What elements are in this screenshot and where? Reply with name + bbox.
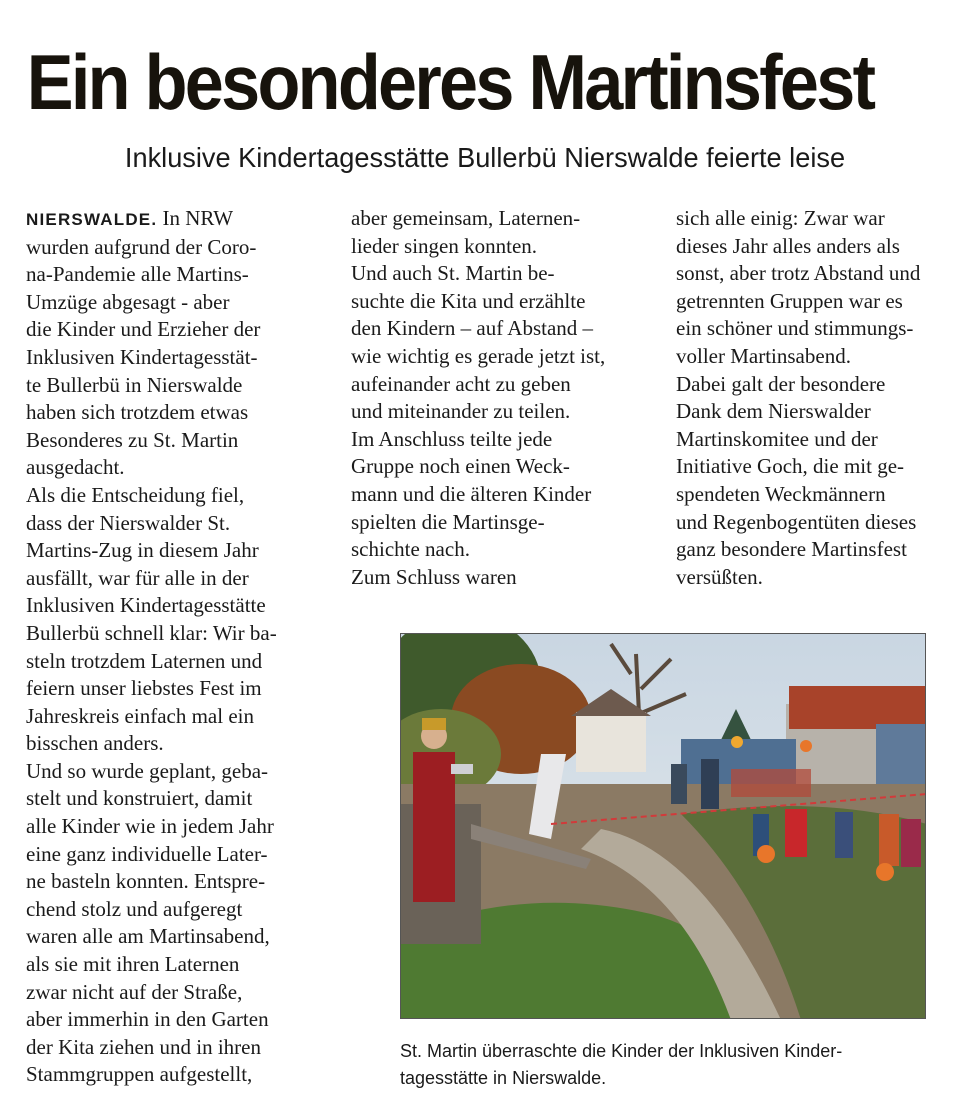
text-line-27: waren alle am Martinsabend, [26,924,270,949]
st-martin-arm [451,764,473,774]
lantern [876,863,894,881]
text-line-12: dass der Nierswalder St. [26,510,231,535]
text-line-6: Inklusiven Kindertagesstät- [26,344,258,369]
text-line-4: Umzüge abgesagt - aber [26,289,230,314]
garage [876,724,926,789]
text-line-17: steln trotzdem Laternen und [26,648,263,673]
house-white [576,712,646,772]
text-line-7: aufeinander acht zu geben [351,371,571,396]
caption-line-1: St. Martin überraschte die Kinder der Inklusiven Kinder- [400,1041,843,1061]
photo-st-martin-kita-garden [401,634,926,1019]
lantern [757,845,775,863]
text-line-10: ausgedacht. [26,455,125,480]
text-line-30: aber immerhin in den Garten [26,1007,269,1032]
adult-figure [671,764,687,804]
text-line-2: dieses Jahr alles anders als [676,233,900,258]
text-line-21: Und so wurde geplant, geba- [26,758,269,783]
lantern [800,740,812,752]
text-line-10: Initiative Goch, die mit ge- [676,454,905,479]
text-line-3: na-Pandemie alle Martins- [26,262,249,287]
text-line-9: Im Anschluss teilte jede [351,426,553,451]
adult-figure [701,759,719,809]
text-line-1 [26,205,277,234]
text-line-11: spendeten Weckmännern [676,481,886,506]
subheadline: Inklusive Kindertagesstätte Bullerbü Nierswalde feierte leise [124,142,846,173]
st-martin-cloak [413,752,455,902]
text-line-13: schichte nach. [351,537,470,562]
article-column-2 [351,205,605,591]
text-line-1: sich alle einig: Zwar war [676,206,885,230]
text-line-8: Dank dem Nierswalder [676,399,871,424]
text-line-28: als sie mit ihren Laternen [26,952,240,977]
text-line-4: suchte die Kita und erzählte [351,288,586,313]
text-line-29: zwar nicht auf der Straße, [26,979,243,1004]
article-photo [400,633,926,1019]
dateline: NIERSWALDE. [26,210,158,229]
text-line-1: aber gemeinsam, Laternen- [351,206,581,230]
text-line-14: ausfällt, war für alle in der [26,565,249,590]
text-line-4: getrennten Gruppen war es [676,288,903,313]
text-line-25: ne basteln konnten. Entspre- [26,869,266,894]
text-line-9: Besonderes zu St. Martin [26,427,239,452]
text-line-18: feiern unser liebstes Fest im [26,676,262,701]
text-line-13: Martins-Zug in diesem Jahr [26,538,259,563]
house-right-roof [789,686,926,729]
text-line-31: der Kita ziehen und in ihren [26,1034,261,1059]
child-figure [879,814,899,866]
caption-line-2: tagesstätte in Nierswalde. [400,1068,607,1088]
text-line-2: lieder singen konnten. [351,233,538,258]
text-line-12: und Regenbogentüten dieses [676,509,917,534]
child-red-jacket [785,809,807,857]
text-line-32: Stammgruppen aufgestellt, [26,1062,253,1087]
text-line-8: haben sich trotzdem etwas [26,400,249,425]
text-line-14: versüßten. [676,564,763,589]
children-crowd [731,769,811,797]
text-line-6: wie wichtig es gerade jetzt ist, [351,343,606,368]
text-line-12: spielten die Martinsge- [351,509,545,534]
article-column-1 [26,205,277,1089]
photo-caption [400,1038,970,1092]
lantern [731,736,743,748]
text-line-5: den Kindern – auf Abstand – [351,316,594,341]
text-line-8: und miteinander zu teilen. [351,399,571,424]
child-figure [901,819,921,867]
article-column-3 [676,205,920,591]
text-line-7: Dabei galt der besondere [676,371,886,396]
text-line-20: bisschen anders. [26,731,164,756]
text-line-11: mann und die älteren Kinder [351,481,592,506]
text-line-5: die Kinder und Erzieher der [26,317,261,342]
text-line-9: Martinskomitee und der [676,426,878,451]
text-line-24: eine ganz individuelle Later- [26,841,268,866]
text-line-2: wurden aufgrund der Coro- [26,234,257,259]
text-line-11: Als die Entscheidung fiel, [26,482,245,507]
text-line-22: stelt und konstruiert, damit [26,786,253,811]
text-line-6: voller Martinsabend. [676,343,851,368]
st-martin-helmet [422,718,446,730]
text-line-19: Jahreskreis einfach mal ein [26,703,254,728]
text-line-3: sonst, aber trotz Abstand und [676,261,921,286]
child-figure [835,812,853,858]
text-line-5: ein schöner und stimmungs- [676,316,914,341]
text-line-26: chend stolz und aufgeregt [26,896,243,921]
text-line-23: alle Kinder wie in jedem Jahr [26,814,274,839]
text-line-15: Inklusiven Kindertagesstätte [26,593,266,618]
text-line-3: Und auch St. Martin be- [351,261,555,286]
text-line-7: te Bullerbü in Nierswalde [26,372,243,397]
headline: Ein besonderes Martinsfest [26,38,874,126]
text-line-14: Zum Schluss waren [351,564,517,589]
text-line-13: ganz besondere Martinsfest [676,537,907,562]
text-line-10: Gruppe noch einen Weck- [351,454,570,479]
text-line-16: Bullerbü schnell klar: Wir ba- [26,620,277,645]
first-line-text: In NRW [157,206,234,230]
